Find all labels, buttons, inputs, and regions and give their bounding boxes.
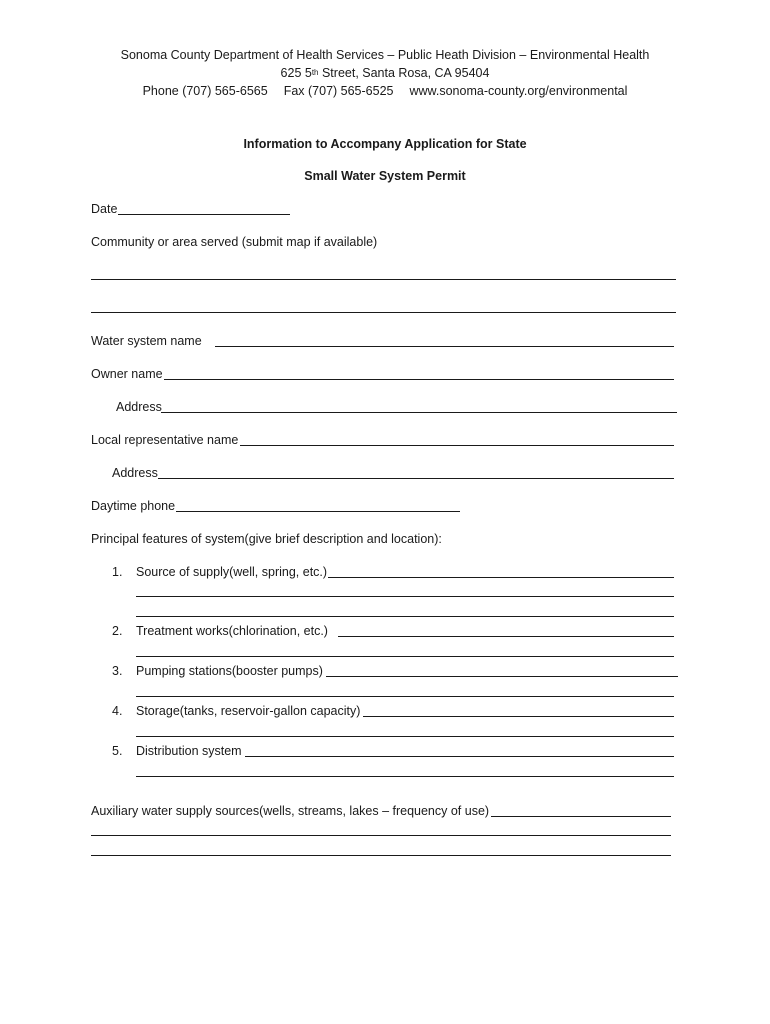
feature-distribution-system-label: Distribution system — [136, 744, 242, 758]
water-system-name-field[interactable] — [215, 346, 674, 347]
feature-storage-field[interactable] — [363, 716, 674, 717]
feature-3-number: 3. — [112, 664, 123, 678]
owner-address-field[interactable] — [161, 412, 677, 413]
owner-name-label: Owner name — [91, 367, 163, 381]
header-phone: Phone (707) 565-6565 — [142, 84, 268, 98]
community-field-line-2[interactable] — [91, 312, 676, 313]
daytime-phone-label: Daytime phone — [91, 499, 176, 513]
feature-source-of-supply-field-line-2[interactable] — [136, 596, 674, 597]
form-subtitle: Small Water System Permit — [304, 169, 466, 183]
feature-4-number: 4. — [112, 704, 123, 718]
principal-features-label: Principal features of system(give brief description and location): — [91, 532, 442, 546]
feature-source-of-supply-label: Source of supply(well, spring, etc.) — [136, 565, 328, 579]
feature-storage-field-line-2[interactable] — [136, 736, 674, 737]
local-rep-address-field[interactable] — [158, 478, 674, 479]
local-rep-address-label: Address — [112, 466, 158, 480]
water-system-name-label: Water system name — [91, 334, 202, 348]
feature-treatment-works-label: Treatment works(chlorination, etc.) — [136, 624, 328, 638]
auxiliary-sources-field[interactable] — [491, 816, 671, 817]
form-title: Information to Accompany Application for State — [243, 137, 527, 151]
header-contact — [0, 83, 770, 99]
feature-pumping-stations-label: Pumping stations(booster pumps) — [136, 664, 323, 678]
auxiliary-sources-field-line-2[interactable] — [91, 835, 671, 836]
feature-pumping-stations-field[interactable] — [326, 676, 678, 677]
header-address: 625 5th Street, Santa Rosa, CA 95404 — [280, 66, 490, 80]
community-label: Community or area served (submit map if available) — [91, 235, 378, 249]
community-field-line-1[interactable] — [91, 279, 676, 280]
feature-source-of-supply-field-line-3[interactable] — [136, 616, 674, 617]
feature-treatment-works-field-line-2[interactable] — [136, 656, 674, 657]
header-fax: Fax (707) 565-6525 — [283, 84, 394, 98]
feature-5-number: 5. — [112, 744, 123, 758]
daytime-phone-field[interactable] — [176, 511, 460, 512]
feature-treatment-works-field[interactable] — [338, 636, 674, 637]
auxiliary-sources-field-line-3[interactable] — [91, 855, 671, 856]
owner-address-label: Address — [116, 400, 162, 414]
auxiliary-sources-label: Auxiliary water supply sources(wells, streams, lakes – frequency of use) — [91, 804, 490, 818]
header-website: www.sonoma-county.org/environmental — [409, 84, 628, 98]
date-label: Date — [91, 202, 118, 216]
date-field[interactable] — [118, 214, 290, 215]
feature-source-of-supply-field[interactable] — [328, 577, 674, 578]
feature-distribution-system-field-line-2[interactable] — [136, 776, 674, 777]
owner-name-field[interactable] — [164, 379, 674, 380]
feature-1-number: 1. — [112, 565, 123, 579]
header-department: Sonoma County Department of Health Services – Public Heath Division – Environmental Health — [120, 48, 650, 62]
feature-pumping-stations-field-line-2[interactable] — [136, 696, 674, 697]
feature-distribution-system-field[interactable] — [245, 756, 674, 757]
feature-storage-label: Storage(tanks, reservoir-gallon capacity) — [136, 704, 361, 718]
feature-2-number: 2. — [112, 624, 123, 638]
local-rep-name-label: Local representative name — [91, 433, 239, 447]
local-rep-name-field[interactable] — [240, 445, 674, 446]
